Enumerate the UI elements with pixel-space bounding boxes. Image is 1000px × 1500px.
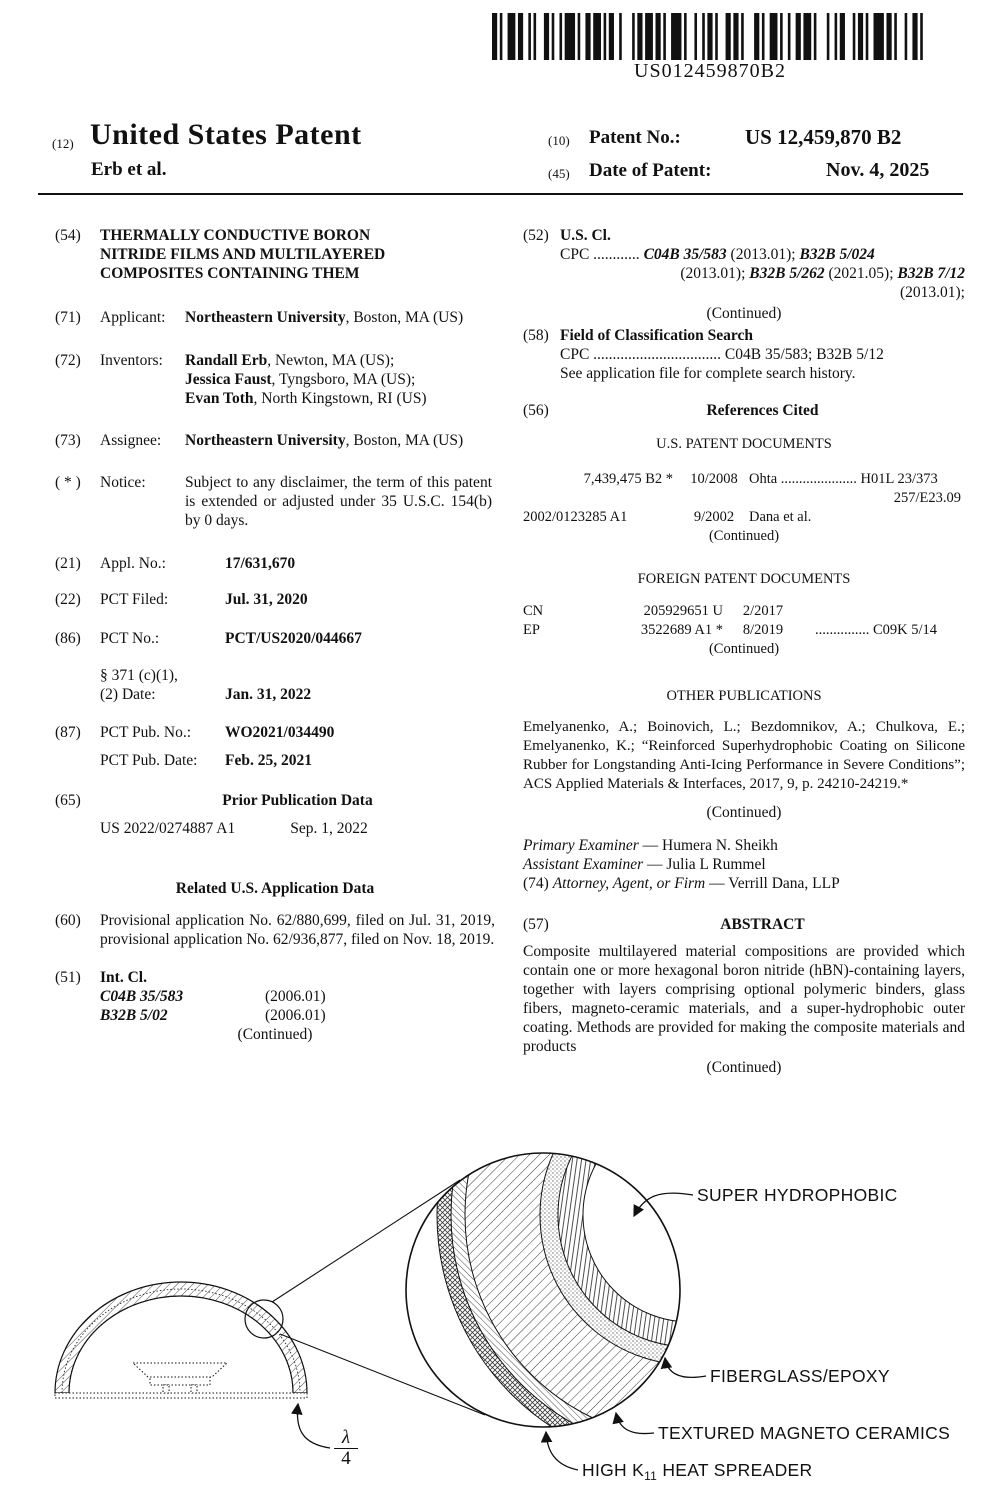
field-65 [55, 791, 495, 838]
inventor-name: Evan Toth [185, 390, 254, 407]
field-21-num: (21) [55, 555, 81, 572]
int-cl-year: (2006.01) [265, 988, 326, 1005]
label-super-hydrophobic: SUPER HYDROPHOBIC [697, 1185, 898, 1205]
field-72-num: (72) [55, 352, 81, 369]
field-86-value [100, 629, 495, 704]
cpc-line-1 [560, 245, 965, 264]
ref-class: ............... C09K 5/14 [815, 622, 938, 638]
right-column [523, 222, 965, 1077]
separator: — [705, 875, 729, 892]
cpc-mid: (2021.05); [824, 265, 898, 282]
pct-pub-no-label: PCT Pub. No.: [100, 724, 192, 741]
field-58 [523, 326, 965, 383]
field-57 [523, 915, 965, 934]
patent-no-label: Patent No.: [589, 127, 681, 148]
date-371-label: (2) Date: [100, 686, 156, 703]
cpc-mid: (2013.01); [726, 246, 800, 263]
assignee-value [185, 431, 470, 450]
field-87-value [100, 723, 495, 770]
arrow-magneto [616, 1413, 654, 1434]
attorney-line [523, 874, 965, 893]
notice-label: Notice: [100, 474, 146, 491]
applicant-rest: , Boston, MA (US) [345, 309, 464, 326]
int-cl-block [100, 968, 495, 1025]
inventors-value [185, 351, 495, 408]
ref-date: 8/2019 [742, 622, 784, 638]
applicant-value [185, 308, 470, 327]
field-52 [523, 226, 965, 302]
ref-number: 2002/0123285 A1 [523, 509, 628, 525]
field-73 [55, 431, 495, 450]
int-cl-label: Int. Cl. [100, 969, 147, 986]
ref-date: 2/2017 [742, 603, 784, 619]
inventor-rest: , North Kingstown, RI (US) [253, 390, 427, 407]
continued-note: (Continued) [708, 528, 780, 544]
patent-no-code: (10) [548, 133, 570, 148]
field-60-num: (60) [55, 912, 81, 929]
cpc-dots: CPC ............ [560, 246, 644, 263]
primary-examiner-label: Primary Examiner [523, 837, 639, 854]
attorney-name: Verrill Dana, LLP [728, 875, 840, 892]
notice-num: ( * ) [55, 474, 81, 491]
separator: — [643, 856, 667, 873]
field-22 [55, 590, 495, 609]
ref-number: 3522689 A1 * [640, 622, 723, 638]
applicant-name: Northeastern University [185, 309, 346, 326]
cpc-code: C04B 35/583 [643, 246, 727, 263]
continued-note: (Continued) [237, 1026, 313, 1043]
us-cl-block [560, 226, 965, 302]
abstract-heading: ABSTRACT [720, 916, 805, 933]
field-notice [55, 473, 495, 530]
pct-pub-date-value: Feb. 25, 2021 [225, 752, 312, 769]
header-rule [38, 193, 963, 195]
cpc-line-2 [560, 264, 965, 283]
inventor-rest: , Tyngsboro, MA (US); [271, 371, 416, 388]
date-371-value: Jan. 31, 2022 [225, 686, 312, 703]
cpc-code: B32B 5/024 [799, 246, 875, 263]
foreign-ref-row [523, 602, 965, 621]
field-21 [55, 554, 495, 573]
prior-pub-date: Sep. 1, 2022 [290, 820, 368, 837]
prior-pub-number: US 2022/0274887 A1 [100, 820, 236, 837]
assistant-examiner-label: Assistant Examiner [523, 856, 644, 873]
primary-examiner-line [523, 836, 965, 855]
barcode-number: US012459870B2 [634, 60, 786, 82]
field-65-num: (65) [55, 792, 81, 809]
field-87-num: (87) [55, 724, 81, 741]
continued-note: (Continued) [708, 641, 780, 657]
inventor-line [185, 370, 495, 389]
arrow-fiberglass [665, 1358, 706, 1377]
int-cl-row [100, 987, 495, 1006]
field-58-num: (58) [523, 327, 549, 344]
kind-code-num: (12) [52, 136, 74, 151]
date-371-row [100, 685, 495, 704]
field-22-num: (22) [55, 591, 81, 608]
field-search-label: Field of Classification Search [560, 327, 754, 344]
assignee-rest: , Boston, MA (US) [345, 432, 464, 449]
lambda-numerator: λ [341, 1427, 351, 1448]
field-56-num: (56) [523, 402, 549, 419]
ref-date: 10/2008 [690, 471, 738, 487]
cpc-line-3: (2013.01); [899, 284, 965, 301]
int-cl-code: B32B 5/02 [100, 1007, 168, 1024]
us-patent-docs-heading: U.S. PATENT DOCUMENTS [656, 436, 832, 452]
field-71-num: (71) [55, 309, 81, 326]
ref-country: EP [523, 622, 540, 638]
applicant-label: Applicant: [100, 309, 166, 326]
cpc-code: B32B 7/12 [897, 265, 965, 282]
pct-filed-value: Jul. 31, 2020 [225, 591, 308, 608]
field-56 [523, 401, 965, 420]
foreign-docs-heading: FOREIGN PATENT DOCUMENTS [637, 571, 851, 587]
ref-number: 205929651 U [643, 603, 723, 619]
pct-pub-date-label: PCT Pub. Date: [100, 752, 198, 769]
field-73-num: (73) [55, 432, 81, 449]
foreign-ref-row [523, 621, 965, 640]
assignee-label: Assignee: [100, 432, 162, 449]
barcode [492, 13, 928, 60]
assistant-examiner-line [523, 855, 965, 874]
field-86-num: (86) [55, 630, 81, 647]
field-52-num: (52) [523, 227, 549, 244]
provisional-text: Provisional application No. 62/880,699, filed on Jul. 31, 2019, provisional application No. 62/936,877, filed on Nov. 18, 2019. [100, 912, 495, 948]
label-textured-magneto-ceramics: TEXTURED MAGNETO CERAMICS [658, 1423, 951, 1443]
field-72 [55, 351, 495, 408]
patent-no-value: US 12,459,870 B2 [745, 125, 902, 149]
document-type: United States Patent [90, 118, 362, 151]
appl-no-label: Appl. No.: [100, 555, 166, 572]
abstract-text: Composite multilayered material compositions are provided which contain one or more hexagonal boron nitride (hBN)-containing layers, together with layers comprising optional polymeric binders, glass fibers, magneto-ceramic materials, and a super-hydrophobic outer coating. Methods are provided for making the composite materials and products [523, 943, 965, 1055]
related-data-heading: Related U.S. Application Data [175, 880, 375, 897]
date-code: (45) [548, 166, 570, 181]
date-label: Date of Patent: [589, 160, 712, 181]
ref-class-cont: 257/E23.09 [893, 490, 961, 506]
continued-note: (Continued) [706, 1059, 782, 1076]
ref-name-class: Ohta ..................... H01L 23/373 [749, 471, 938, 487]
us-cl-label: U.S. Cl. [560, 227, 611, 244]
pct-no-row [100, 629, 495, 648]
field-search-block [560, 326, 965, 383]
other-publications-heading: OTHER PUBLICATIONS [666, 688, 822, 704]
pct-pub-no-value: WO2021/034490 [225, 724, 335, 741]
left-column [55, 222, 495, 1044]
arrow-heat-spreader [546, 1432, 578, 1470]
heat-label-subscript: 11 [644, 1469, 658, 1483]
int-cl-code: C04B 35/583 [100, 988, 184, 1005]
label-high-k11-heat-spreader [582, 1460, 812, 1483]
inventors-label: Inventors: [100, 352, 163, 369]
field-57-num: (57) [523, 916, 549, 933]
int-cl-row [100, 1006, 495, 1025]
date-value: Nov. 4, 2025 [826, 159, 930, 181]
pct-no-label: PCT No.: [100, 630, 160, 647]
pct-no-value: PCT/US2020/044667 [225, 630, 362, 647]
references-heading: References Cited [706, 402, 819, 419]
pct-filed-label: PCT Filed: [100, 591, 169, 608]
lambda-denominator: 4 [334, 1448, 358, 1469]
field-87 [55, 723, 495, 770]
sec-371-label: § 371 (c)(1), [100, 667, 178, 684]
ref-name-class: Dana et al. [749, 509, 812, 525]
field-65-value [100, 791, 495, 838]
separator: — [638, 837, 663, 854]
inventor-name: Randall Erb [185, 352, 268, 369]
heat-label-prefix: HIGH K [582, 1460, 645, 1480]
inventor-line [185, 351, 495, 370]
ref-country: CN [523, 603, 544, 619]
ref-number: 7,439,475 B2 * [583, 471, 673, 487]
assistant-examiner-name: Julia L Rummel [666, 856, 766, 873]
continued-note: (Continued) [706, 305, 782, 322]
appl-no-value: 17/631,670 [225, 555, 296, 572]
notice-text: Subject to any disclaimer, the term of this patent is extended or adjusted under 35 U.S.C. 154(b) by 0 days. [185, 474, 492, 529]
primary-examiner-name: Humera N. Sheikh [662, 837, 778, 854]
attorney-label: Attorney, Agent, or Firm [552, 875, 706, 892]
assignee-name: Northeastern University [185, 432, 346, 449]
field-54-num: (54) [55, 227, 81, 244]
cpc-code: B32B 5/262 [749, 265, 825, 282]
prior-pub-row [100, 819, 495, 838]
pct-pub-no-row [100, 723, 495, 742]
field-51 [55, 968, 495, 1025]
field-search-cpc: CPC ................................. C04B 35/583; B32B 5/12 [560, 346, 884, 363]
inventor-rest: , Newton, MA (US); [267, 352, 395, 369]
field-54 [55, 226, 495, 283]
field-86 [55, 629, 495, 704]
inventors-short: Erb et al. [91, 159, 167, 180]
cpc-mid: (2013.01); [680, 265, 750, 282]
prior-pub-heading: Prior Publication Data [222, 792, 373, 809]
heat-label-suffix: HEAT SPREADER [657, 1460, 813, 1480]
field-51-num: (51) [55, 969, 81, 986]
label-quarter-wavelength [334, 1428, 358, 1469]
invention-title: THERMALLY CONDUCTIVE BORON NITRIDE FILMS AND MULTILAYERED COMPOSITES CONTAINING THEM [100, 227, 386, 282]
int-cl-year: (2006.01) [265, 1007, 326, 1024]
inventor-name: Jessica Faust [185, 371, 272, 388]
continued-note: (Continued) [706, 804, 782, 821]
us-ref-row [523, 508, 965, 527]
layer-stack [406, 1080, 943, 1468]
label-fiberglass-epoxy: FIBERGLASS/EPOXY [710, 1366, 890, 1386]
field-60 [55, 911, 495, 949]
pct-pub-date-row [100, 751, 495, 770]
us-ref-row [523, 470, 965, 489]
field-71 [55, 308, 495, 327]
arrow-lambda [297, 1404, 330, 1448]
inventor-line [185, 389, 495, 408]
field-74-num: (74) [523, 875, 553, 892]
ref-date: 9/2002 [693, 509, 735, 525]
field-search-note: See application file for complete search history. [560, 365, 856, 382]
antenna-element [133, 1363, 227, 1393]
other-publication-text: Emelyanenko, A.; Boinovich, L.; Bezdomnikov, A.; Chulkova, E.; Emelyanenko, K.; “Reinforced Superhydrophobic Coating on Silicone Rubber for Longstanding Anti-Icing Performance in Severe Conditions”; ACS Applied Materials & Interfaces, 2017, 9, p. 24210-24219.* [523, 719, 965, 792]
